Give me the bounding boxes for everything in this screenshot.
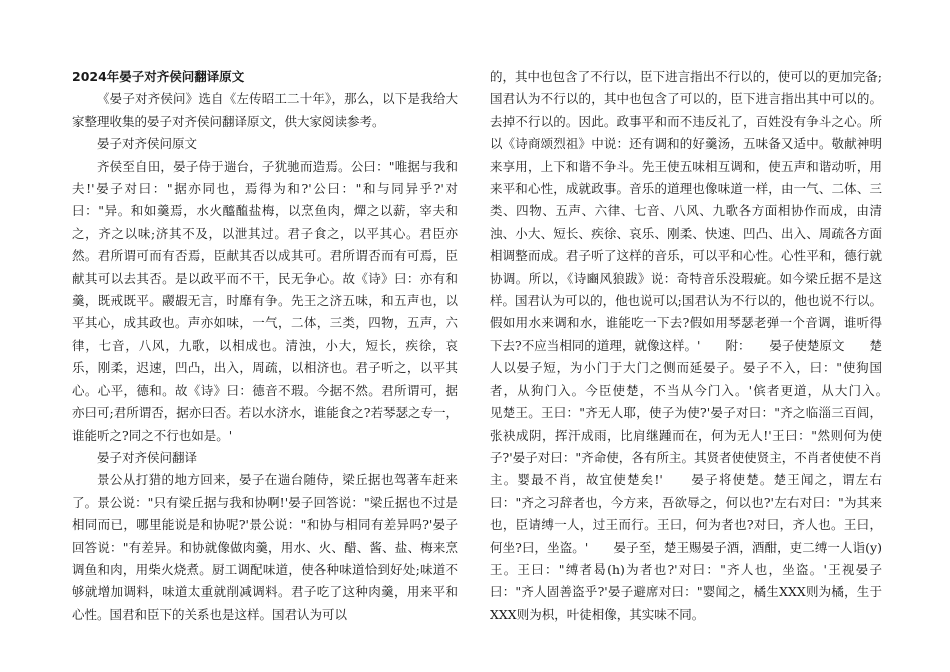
right-column: [490, 66, 908, 626]
document-title: 2024年晏子对齐侯问翻译原文: [72, 69, 245, 84]
left-column: [72, 66, 458, 626]
translation-heading: 晏子对齐侯问翻译: [97, 449, 198, 465]
original-text: 齐侯至自田，晏子侍于遄台，子犹驰而造焉。公曰："唯据与我和夫!'晏子对曰："据亦同也，焉得为和?'公曰："和与同异乎?'对曰："异。和如羹焉，水火醯醢盐梅，以烹鱼肉，燀之以薪，宰夫和之，齐之以味;济其不及，以泄其过。君子食之，以平其心。君臣亦然。君所谓可而有否焉，臣献其否以成其可。君所谓否而有可焉，臣献其可以去其否。是以政平而不干，民无争心。故《诗》曰：亦有和羹，既戒既平。鬷嘏无言，时靡有争。先王之济五味，和五声也，以平其心，成其政也。声亦如味，一气，二体，三类，四物，五声，六律，七音，八风，九歌，以相成也。清浊，小大，短长，疾徐，哀乐，刚柔，迟速，凹凸，出入，周疏，以相济也。君子听之，以平其心。心平，德和。故《诗》曰：德音不瑕。今据不然。君所谓可，据亦曰可;君所谓否，据亦曰否。若以水济水，谁能食之?若琴瑟之专一，谁能听之?同之不行也如是。': [72, 158, 458, 443]
intro-paragraph: 《晏子对齐侯问》选自《左传昭工二十年》，那么，以下是我给大家整理收集的晏子对齐侯问翻译原文，供大家阅读参考。: [72, 91, 458, 129]
original-heading: 晏子对齐侯问原文: [97, 136, 198, 152]
translation-text-left: 景公从打猎的地方回来，晏子在遄台随侍，梁丘据也驾著车赶来了。景公说："只有梁丘据与我和协啊!'晏子回答说："梁丘据也不过是相同而已，哪里能说是和协呢?'景公说："和协与相同有差异吗?'晏子回答说："有差异。和协就像做肉羹，用水、火、醋、酱、盐、梅来烹调鱼和肉，用柴火烧煮。厨工调配味道，使各种味道恰到好处;味道不够就增加调料，味道太重就削减调料。君子吃了这种肉羹，用来平和心性。国君和臣下的关系也是这样。国君认为可以: [72, 472, 458, 622]
translation-text-right: 的，其中也包含了不行以，臣下进言指出不行以的，使可以的更加完备;国君认为不行以的，其中也包含了可以的，臣下进言指出其中可以的。去掉不行以的。因此。政事平和而不违反礼了，百姓没有争斗之心。所以《诗商颂烈祖》中说：还有调和的好羹汤，五味备又适中。敬献神明来享用，上下和谐不争斗。先王使五味相互调和，使五声和谐动听，用来平和心性，成就政事。音乐的道理也像味道一样，由一气、二体、三类、四物、五声、六律、七音、八风、九歌各方面相协作而成，由清浊、小大、短长、疾徐、哀乐、刚柔、快速、凹凸、出入、周疏各方面相调整而成。君子听了这样的音乐，可以平和心性。心性平和，德行就协调。所以，《诗豳风狼跋》说：奇特音乐没瑕疵。如今梁丘据不是这样。国君认为可以的，他也说可以;国君认为不行以的，他也说不行以。假如用水来调和水，谁能吃一下去?假如用琴瑟老弹一个音调，谁听得下去?不应当相同的道理，就像这样。' 附： 晏子使楚原文 楚人以晏子短，为小门于大门之侧而延晏子。晏子不入，曰："使狗国者，从狗门入。今臣使楚，不当从今门入。'傧者更道，从大门入。 见楚王。王曰："齐无人耶，使子为使?'晏子对曰："齐之临淄三百闾，张袂成阴，挥汗成雨，比肩继踵而在，何为无人!'王曰："然则何为使子?'晏子对曰："齐命使，各有所主。其贤者使使贤主，不肖者使使不肖主。婴最不肖，故宜使楚矣!' 晏子将使楚。楚王闻之，谓左右曰："齐之习辞者也，今方来，吾欲辱之，何以也?'左右对曰："为其来也，臣请缚一人，过王而行。王曰，何为者也?对曰，齐人也。王曰，何坐?曰，坐盗。' 晏子至，楚王赐晏子酒，酒酣，吏二缚一人诣(y)王。王曰："缚者曷(h)为者也?'对曰："齐人也，坐盗。'王视晏子曰："齐人固善盗乎?'晏子避席对曰："婴闻之，橘生XXX则为橘，生于XXX则为枳，叶徒相像，其实味不同。: [490, 69, 908, 622]
